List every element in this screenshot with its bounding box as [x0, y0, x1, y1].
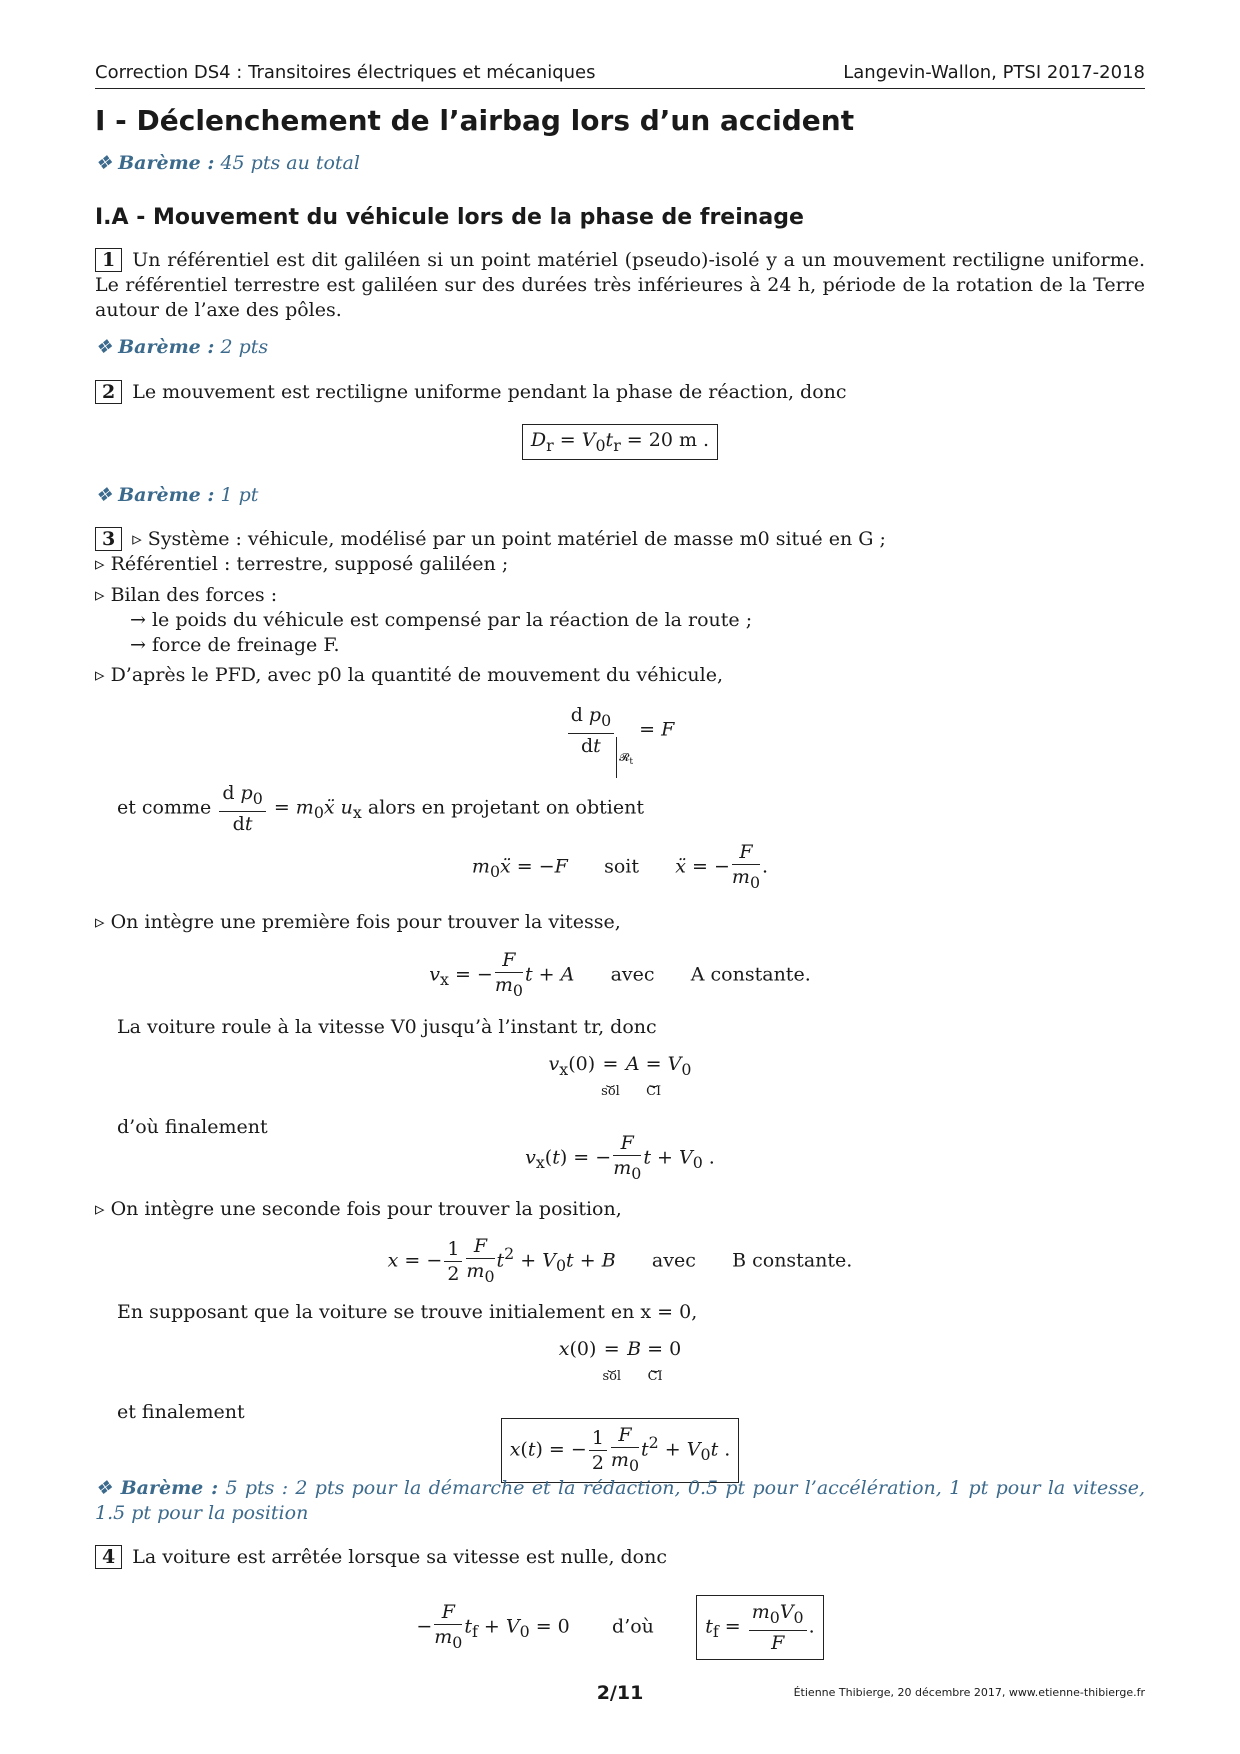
- bareme-icon: ❖: [95, 152, 113, 174]
- equation-vx: $v_x$ = − $\frac{F}{m_0}$ t + A avec A constante.: [429, 949, 811, 1000]
- section-title: I - Déclenchement de l’airbag lors d’un accident: [95, 104, 855, 137]
- page-header: [95, 62, 1145, 88]
- q3-force2: → force de freinage F.: [130, 634, 340, 656]
- q3-dou-final: d’où finalement: [117, 1116, 268, 1138]
- q3-referentiel: ▹ Référentiel : terrestre, supposé galiléen ;: [95, 553, 509, 575]
- bareme-q1: ❖ Barème : 2 pts: [95, 336, 269, 358]
- header-rule: [95, 88, 1145, 89]
- q3-et-final: et finalement: [117, 1401, 245, 1423]
- q3-integ1: ▹ On intègre une première fois pour trouver la vitesse,: [95, 911, 621, 933]
- bareme-icon: ❖: [95, 336, 113, 358]
- question-number: 3: [95, 527, 122, 551]
- q3-bilan: ▹ Bilan des forces :: [95, 584, 278, 606]
- equation-vx0: $v_x(0)$ = ⏟ sol A = ⏟ CI $V_0$: [548, 1053, 692, 1099]
- equation-x0: x(0) = ⏟ sol B = ⏟ CI 0: [558, 1338, 682, 1384]
- page-number: 2/11: [596, 1682, 644, 1704]
- q3-integ2: ▹ On intègre une seconde fois pour trouver la position,: [95, 1198, 622, 1220]
- equation-vxt: $v_x(t)$ = − $\frac{F}{m_0}$ $t + V_0$ .: [525, 1132, 715, 1183]
- question-number: 2: [95, 380, 122, 404]
- equation-xt: x(t) = − $\frac{1}{2}$ $\frac{F}{m_0}$ $t^2 + V_0t$ .: [0, 1418, 1240, 1483]
- q3-pfd: ▹ D’après le PFD, avec p0 la quantité de mouvement du véhicule,: [95, 664, 723, 686]
- bareme-icon: ❖: [95, 484, 113, 506]
- header-right: Langevin-Wallon, PTSI 2017-2018: [843, 62, 1145, 83]
- equation-pfd: $\frac{d p_0}{dt}$ $_{𝓡_t}$ = F: [0, 703, 1240, 768]
- footer-credit: Étienne Thibierge, 20 décembre 2017, www.etienne-thibierge.fr: [793, 1686, 1145, 1699]
- q3-supposant: En supposant que la voiture se trouve initialement en x = 0,: [117, 1301, 698, 1323]
- bareme-icon: ❖: [95, 1477, 114, 1499]
- question-1: 1 Un référentiel est dit galiléen si un point matériel (pseudo)-isolé y a un mouvement rectiligne uniforme. Le référentiel terrestre est galiléen sur des durées très inférieures à 24 h, période de la rotation de la Terre autour de l’axe des pôles.: [95, 249, 1145, 321]
- subsection-title: I.A - Mouvement du véhicule lors de la phase de freinage: [95, 205, 804, 230]
- equation-acceleration: $m_0ẍ = -F$ soit ẍ = − $\frac{F}{m_0}$ .: [471, 841, 769, 892]
- q3-voiture-roule: La voiture roule à la vitesse V0 jusqu’à l’instant tr, donc: [117, 1016, 657, 1038]
- question-number: 4: [95, 1545, 122, 1569]
- bareme-total: ❖ Barème : 45 pts au total: [95, 152, 360, 174]
- question-4: 4 La voiture est arrêtée lorsque sa vitesse est nulle, donc: [95, 1545, 1145, 1570]
- bareme-q2: ❖ Barème : 1 pt: [95, 484, 259, 506]
- equation-tf: − $\frac{F}{m_0}$ $t_f + V_0 = 0$ d’où $t_f$ = $\frac{m_0V_0}{F}$ .: [0, 1595, 1240, 1660]
- equation-dr: $D_r = V_0t_r = 20$ m .: [0, 424, 1240, 460]
- question-3: 3 ▹ Système : véhicule, modélisé par un point matériel de masse m0 situé en G ;: [95, 527, 1145, 552]
- bareme-q3: ❖ Barème : 5 pts : 2 pts pour la démarche et la rédaction, 0.5 pt pour l’accélération, 1 pt pour la vitesse, 1.5 pt pour la position: [95, 1477, 1146, 1524]
- question-2: 2 Le mouvement est rectiligne uniforme pendant la phase de réaction, donc: [95, 380, 1145, 405]
- header-left: Correction DS4 : Transitoires électriques et mécaniques: [95, 62, 596, 83]
- question-number: 1: [95, 248, 122, 272]
- equation-x: x = − $\frac{1}{2}$ $\frac{F}{m_0}$ $t^2 + V_0t + B$ avec B constante.: [387, 1235, 853, 1286]
- q3-force1: → le poids du véhicule est compensé par la réaction de la route ;: [130, 609, 753, 631]
- q3-et-comme: et comme $\frac{d p_0}{dt}$ = $m_0ẍ$ $u_x$ alors en projetant on obtient: [117, 782, 644, 835]
